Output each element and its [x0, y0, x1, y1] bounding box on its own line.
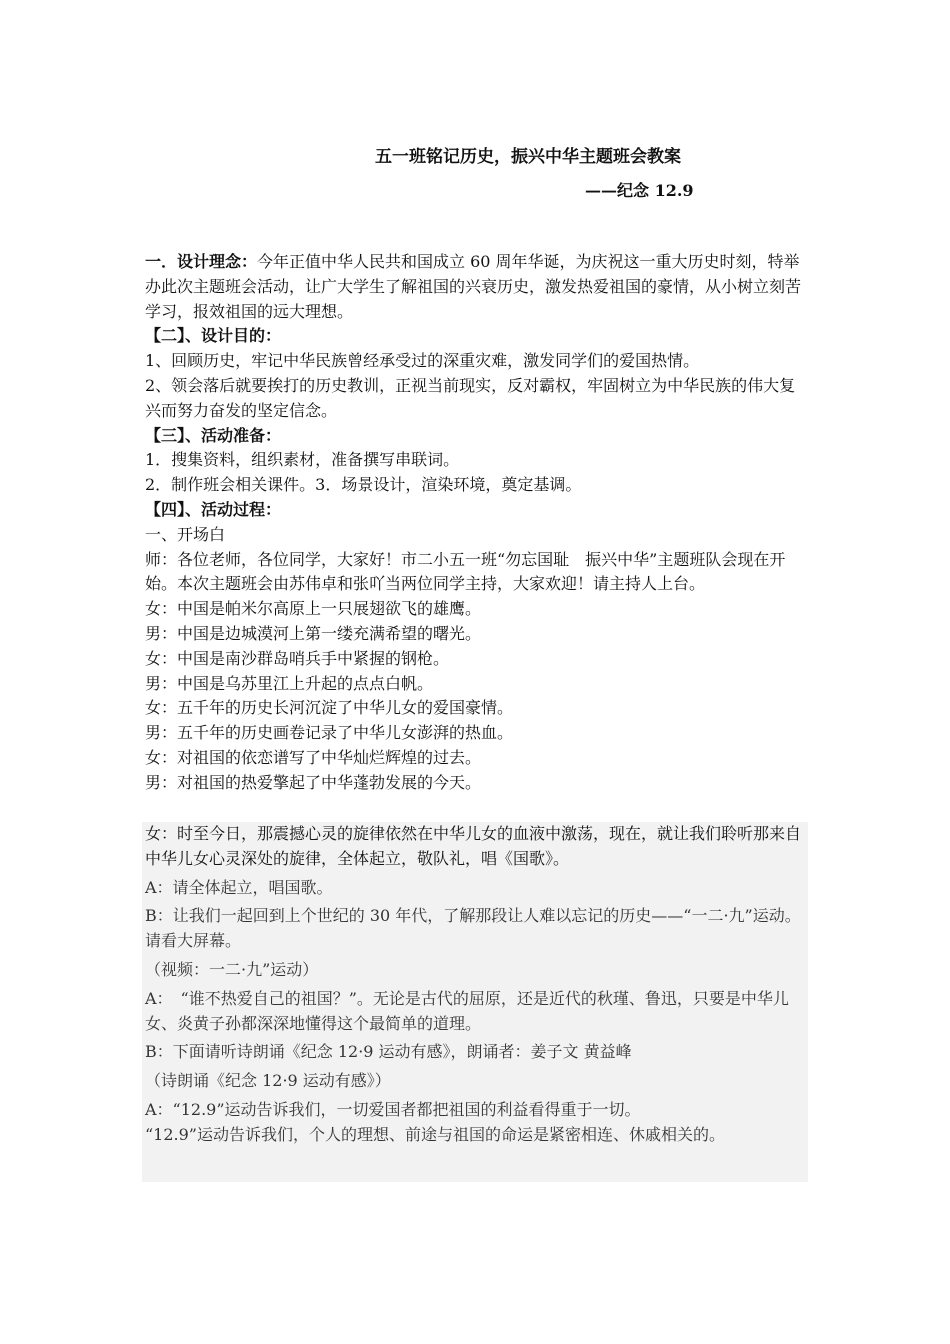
dialogue-line: A：请全体起立，唱国歌。: [145, 877, 333, 897]
dialogue-line: 男：对祖国的热爱擎起了中华蓬勃发展的今天。: [145, 772, 482, 792]
dialogue-line: 女：对祖国的依恋谱写了中华灿烂辉煌的过去。: [145, 747, 482, 767]
dialogue-line: A：“12.9”运动告诉我们，一切爱国者都把祖国的利益看得重于一切。: [145, 1099, 641, 1119]
dialogue-line: “12.9”运动告诉我们，个人的理想、前途与祖国的命运是紧密相连、休戚相关的。: [145, 1124, 725, 1144]
section-heading: 【二】、设计目的：: [145, 326, 282, 346]
dialogue-line: 女：中国是帕米尔高原上一只展翅欲飞的雄鹰。: [145, 599, 482, 619]
shaded-block: [145, 822, 810, 1148]
dialogue-line: 女：时至今日，那震撼心灵的旋律依然在中华儿女的血液中激荡，现在，就让我们聆听那来自中华儿女心灵深处的旋律，全体起立，敬队礼，唱《国歌》。: [145, 824, 802, 868]
dialogue-line: 男：中国是边城漠河上第一缕充满希望的曙光。: [145, 623, 482, 643]
dialogue-line: 女：五千年的历史长河沉淀了中华儿女的爱国豪情。: [145, 698, 514, 718]
document-body: [145, 250, 810, 796]
dialogue-line: A： “谁不热爱自己的祖国？”。无论是古代的屈原，还是近代的秋瑾、鲁迅，只要是中华儿女、炎黄子孙都深深地懂得这个最简单的道理。: [145, 988, 789, 1033]
list-item: 1．搜集资料，组织素材，准备撰写串联词。: [145, 450, 460, 470]
dialogue-line: 女：中国是南沙群岛哨兵手中紧握的钢枪。: [145, 648, 450, 668]
document-title: 五一班铭记历史，振兴中华主题班会教案: [375, 147, 681, 167]
dialogue-line: B：让我们一起回到上个世纪的 30 年代，了解那段让人难以忘记的历史——“一二·九”运动。请看大屏幕。: [145, 906, 801, 951]
section-design-concept: [145, 250, 810, 324]
dialogue-line: （视频：一二·九”运动）: [145, 959, 319, 979]
dialogue-line: 男：五千年的历史画卷记录了中华儿女澎湃的热血。: [145, 723, 514, 743]
dialogue-line: B：下面请听诗朗诵《纪念 12·9 运动有感》，朗诵者：姜子文 黄益峰: [145, 1042, 632, 1062]
list-item: 2．制作班会相关课件。3．场景设计，渲染环境，奠定基调。: [145, 475, 582, 495]
section-heading: 【三】、活动准备：: [145, 425, 282, 445]
dialogue-line: （诗朗诵《纪念 12·9 运动有感》）: [145, 1071, 391, 1091]
list-item: 1、回顾历史，牢记中华民族曾经承受过的深重灾难，激发同学们的爱国热情。: [145, 351, 700, 371]
list-item: 2、领会落后就要挨打的历史教训，正视当前现实，反对霸权，牢固树立为中华民族的伟大复兴而努力奋发的坚定信念。: [145, 375, 796, 420]
dialogue-line: 师：各位老师，各位同学，大家好！市二小五一班“勿忘国耻 振兴中华”主题班队会现在开始。本次主题班会由苏伟卓和张吖当两位同学主持，大家欢迎！请主持人上台。: [145, 549, 786, 594]
section-heading: 一．设计理念：: [145, 252, 258, 271]
section-heading: 【四】、活动过程：: [145, 499, 282, 519]
dialogue-line: 男：中国是乌苏里江上升起的点点白帆。: [145, 673, 434, 693]
section-text: 今年正值中华人民共和国成立 60 周年华诞，为庆祝这一重大历史时刻，特举办此次主题班会活动，让广大学生了解祖国的兴衰历史，激发热爱祖国的豪情，从小树立刻苦学习，报效祖国的远大理想。: [145, 252, 802, 321]
document-subtitle: ——纪念 12.9: [585, 181, 694, 200]
subsection-heading: 一、开场白: [145, 524, 226, 544]
